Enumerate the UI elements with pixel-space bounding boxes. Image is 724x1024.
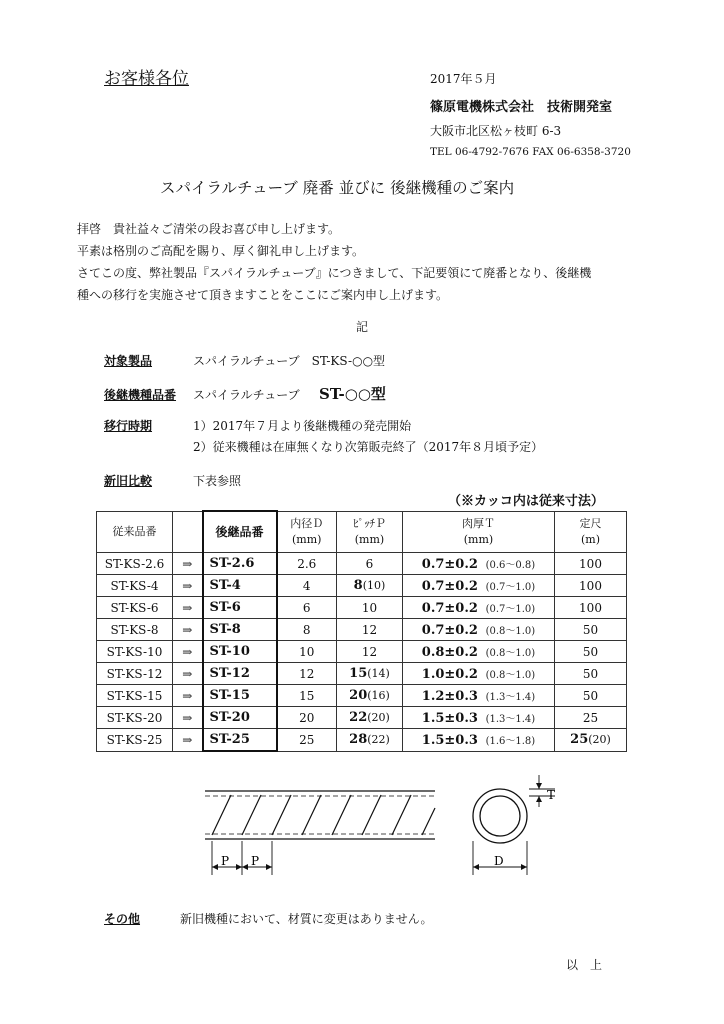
header-inner-diameter: 内径Ｄ (mm): [277, 511, 337, 553]
page-title: スパイラルチューブ 廃番 並びに 後継機種のご案内: [160, 179, 515, 197]
cell-pitch: 15(14): [337, 663, 403, 685]
cell-pitch: 22(20): [337, 707, 403, 729]
successor-model: ST-○○型: [319, 385, 386, 403]
header-pitch: ﾋﾟｯﾁＰ (mm): [337, 511, 403, 553]
header-length: 定尺 (m): [555, 511, 627, 553]
cell-inner-diameter: 6: [277, 597, 337, 619]
cell-thickness: 0.7±0.2 (0.7～1.0): [403, 575, 555, 597]
table-row: [97, 597, 627, 619]
cell-old-model: ST-KS-15: [97, 685, 173, 707]
cell-new-model: ST-12: [203, 663, 277, 685]
cell-new-model: ST-4: [203, 575, 277, 597]
cell-old-model: ST-KS-20: [97, 707, 173, 729]
ki-heading: 記: [356, 320, 369, 334]
cell-thickness: 1.2±0.3 (1.3～1.4): [403, 685, 555, 707]
cell-old-model: ST-KS-10: [97, 641, 173, 663]
cell-length: 100: [555, 553, 627, 575]
announcement-line-1: さてこの度、弊社製品『スパイラルチューブ』につきまして、下記要領にて廃番となり、後継機: [77, 266, 592, 280]
cell-pitch: 10: [337, 597, 403, 619]
header-arrow-spacer: [173, 511, 203, 553]
company-address: 大阪市北区松ヶ枝町 6-3: [430, 124, 562, 138]
target-product-label: 対象製品: [104, 354, 153, 368]
migration-step-2: 2）従来機種は在庫無くなり次第販売終了（2017年８月頃予定）: [193, 440, 544, 454]
other-text: 新旧機種において、材質に変更はありません。: [180, 912, 433, 926]
cell-new-model: ST-8: [203, 619, 277, 641]
company-contact: TEL 06-4792-7676 FAX 06-6358-3720: [430, 146, 631, 158]
pitch-label-2: P: [251, 854, 260, 868]
cell-length: 50: [555, 663, 627, 685]
tube-diagram: [195, 775, 575, 875]
cell-inner-diameter: 4: [277, 575, 337, 597]
table-row: [97, 553, 627, 575]
cell-thickness: 0.7±0.2 (0.8～1.0): [403, 619, 555, 641]
closing: 以 上: [566, 958, 603, 972]
cell-new-model: ST-20: [203, 707, 277, 729]
cell-new-model: ST-15: [203, 685, 277, 707]
cell-length: 50: [555, 685, 627, 707]
target-product-value: スパイラルチューブ ST-KS-○○型: [193, 354, 386, 368]
migration-step-1: 1）2017年７月より後継機種の発売開始: [193, 419, 412, 433]
table-row: [97, 641, 627, 663]
diameter-label: D: [494, 854, 504, 868]
cell-old-model: ST-KS-12: [97, 663, 173, 685]
successor-label: 後継機種品番: [104, 388, 177, 402]
cell-thickness: 0.7±0.2 (0.6～0.8): [403, 553, 555, 575]
cell-pitch: 8(10): [337, 575, 403, 597]
other-label: その他: [104, 912, 141, 926]
table-note: （※カッコ内は従来寸法）: [448, 494, 604, 509]
thanks: 平素は格別のご高配を賜り、厚く御礼申し上げます。: [77, 244, 365, 258]
cell-pitch: 6: [337, 553, 403, 575]
cell-old-model: ST-KS-8: [97, 619, 173, 641]
table-header-row: [97, 511, 627, 553]
table-row: [97, 619, 627, 641]
header-new-model: 後継品番: [203, 511, 277, 553]
arrow-icon: ⇒: [173, 641, 203, 663]
cell-inner-diameter: 20: [277, 707, 337, 729]
cell-thickness: 1.0±0.2 (0.8～1.0): [403, 663, 555, 685]
compare-label: 新旧比較: [104, 474, 153, 488]
cell-pitch: 20(16): [337, 685, 403, 707]
table-row: [97, 663, 627, 685]
cell-length: 50: [555, 619, 627, 641]
greeting: 拝啓 貴社益々ご清栄の段お喜び申し上げます。: [77, 222, 341, 236]
cell-old-model: ST-KS-6: [97, 597, 173, 619]
company-name: 篠原電機株式会社 技術開発室: [430, 100, 613, 115]
arrow-icon: ⇒: [173, 619, 203, 641]
migration-label: 移行時期: [104, 419, 153, 433]
cell-inner-diameter: 2.6: [277, 553, 337, 575]
cell-inner-diameter: 8: [277, 619, 337, 641]
table-row: [97, 707, 627, 729]
cell-length: 25(20): [555, 729, 627, 752]
cell-thickness: 0.8±0.2 (0.8～1.0): [403, 641, 555, 663]
arrow-icon: ⇒: [173, 707, 203, 729]
header-thickness: 肉厚Ｔ (mm): [403, 511, 555, 553]
date: 2017年５月: [430, 72, 497, 86]
cell-inner-diameter: 15: [277, 685, 337, 707]
cell-new-model: ST-6: [203, 597, 277, 619]
cell-new-model: ST-2.6: [203, 553, 277, 575]
recipient: お客様各位: [104, 69, 189, 89]
table-row: [97, 729, 627, 752]
arrow-icon: ⇒: [173, 685, 203, 707]
cell-inner-diameter: 10: [277, 641, 337, 663]
table-row: [97, 685, 627, 707]
cell-old-model: ST-KS-4: [97, 575, 173, 597]
header-old-model: 従来品番: [97, 511, 173, 553]
cell-pitch: 12: [337, 619, 403, 641]
successor-prefix: スパイラルチューブ: [193, 388, 300, 402]
arrow-icon: ⇒: [173, 663, 203, 685]
cell-old-model: ST-KS-25: [97, 729, 173, 752]
cell-length: 100: [555, 575, 627, 597]
cell-inner-diameter: 25: [277, 729, 337, 752]
arrow-icon: ⇒: [173, 597, 203, 619]
pitch-label-1: P: [221, 854, 230, 868]
cell-pitch: 12: [337, 641, 403, 663]
cell-pitch: 28(22): [337, 729, 403, 752]
arrow-icon: ⇒: [173, 729, 203, 752]
spiral-tube-side-view: [205, 791, 435, 875]
cell-inner-diameter: 12: [277, 663, 337, 685]
table-row: [97, 575, 627, 597]
arrow-icon: ⇒: [173, 553, 203, 575]
cell-thickness: 1.5±0.3 (1.6～1.8): [403, 729, 555, 752]
cell-new-model: ST-25: [203, 729, 277, 752]
tube-cross-section: [473, 775, 555, 875]
announcement-line-2: 種への移行を実施させて頂きますことをここにご案内申し上げます。: [77, 288, 449, 302]
cell-length: 25: [555, 707, 627, 729]
compare-value: 下表参照: [193, 474, 242, 488]
cell-new-model: ST-10: [203, 641, 277, 663]
cell-length: 50: [555, 641, 627, 663]
cell-length: 100: [555, 597, 627, 619]
comparison-table: [96, 510, 627, 752]
cell-thickness: 0.7±0.2 (0.7～1.0): [403, 597, 555, 619]
cell-old-model: ST-KS-2.6: [97, 553, 173, 575]
arrow-icon: ⇒: [173, 575, 203, 597]
cell-thickness: 1.5±0.3 (1.3～1.4): [403, 707, 555, 729]
thickness-label: T: [547, 788, 556, 802]
